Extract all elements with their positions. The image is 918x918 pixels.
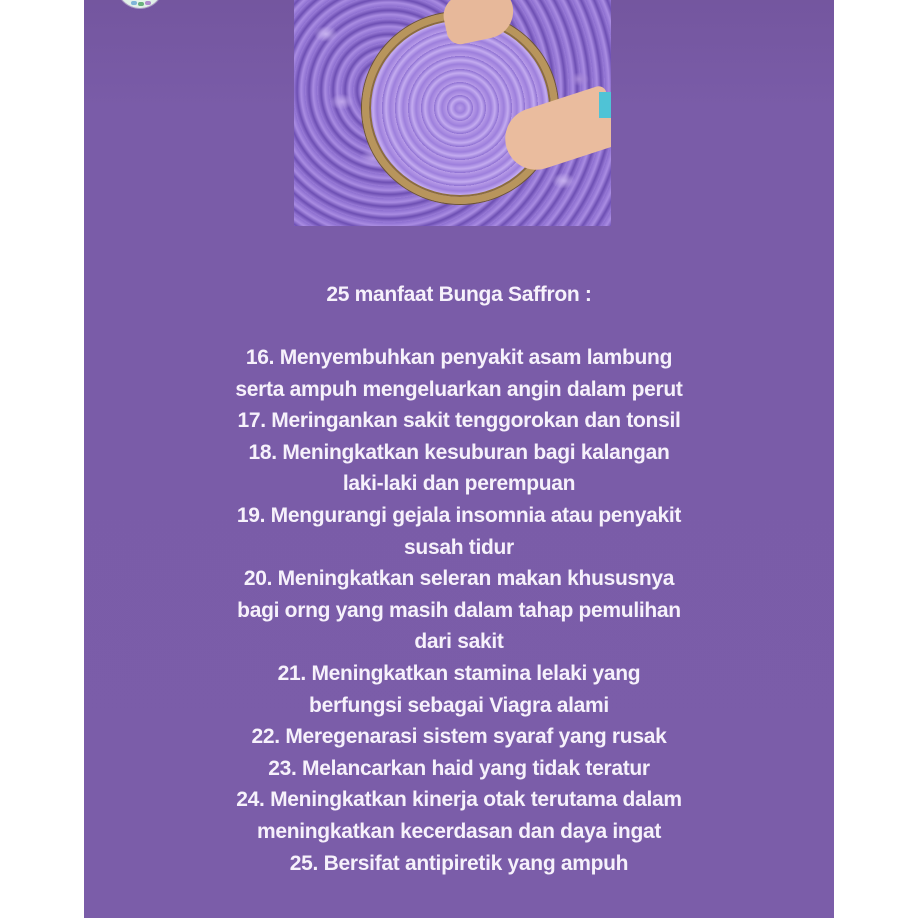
avatar-decoration [131,1,137,5]
list-item-24 [84,784,834,847]
list-item-line: 19. Mengurangi gejala insomnia atau penyakit [236,503,682,527]
list-item-18 [84,437,834,500]
avatar-decoration [138,2,144,6]
list-item-line: susah tidur [404,535,514,559]
saffron-photo [294,0,611,226]
list-item-line: serta ampuh mengeluarkan angin dalam perut [235,377,683,401]
sleeve [599,92,611,118]
benefits-list [84,342,834,879]
list-item-line: 16. Menyembuhkan penyakit asam lambung [245,346,673,369]
list-item-23 [84,753,834,785]
list-item-17 [84,405,834,437]
list-item-line: berfungsi sebagai Viagra alami [309,693,609,717]
list-item-20 [84,563,834,658]
list-item-line: 24. Meningkatkan kinerja otak terutama dalam [236,788,682,812]
list-item-line: meningkatkan kecerdasan dan daya ingat [256,819,662,843]
list-item-21 [84,658,834,721]
list-item-16 [84,342,834,405]
list-item-line: 21. Meningkatkan stamina lelaki yang [277,661,641,685]
list-item-line: 23. Melancarkan haid yang tidak teratur [268,756,650,780]
list-item-line: bagi orng yang masih dalam tahap pemulihan [237,598,681,622]
list-item-line: laki-laki dan perempuan [342,472,576,496]
post-title: 25 manfaat Bunga Saffron : [326,283,592,306]
list-item-25 [84,848,834,880]
list-item-19 [84,500,834,563]
list-item-line: 25. Bersifat antipiretik yang ampuh [289,851,629,875]
list-item-22 [84,721,834,753]
list-item-line: 22. Meregenarasi sistem syaraf yang rusak [251,725,667,749]
list-item-line: dari sakit [414,630,504,654]
list-item-line: 20. Meningkatkan seleran makan khususnya [243,567,675,591]
list-item-line: 18. Meningkatkan kesuburan bagi kalangan [248,440,670,464]
avatar-decoration [145,1,151,5]
list-item-line: 17. Meringankan sakit tenggorokan dan tonsil [237,409,681,433]
